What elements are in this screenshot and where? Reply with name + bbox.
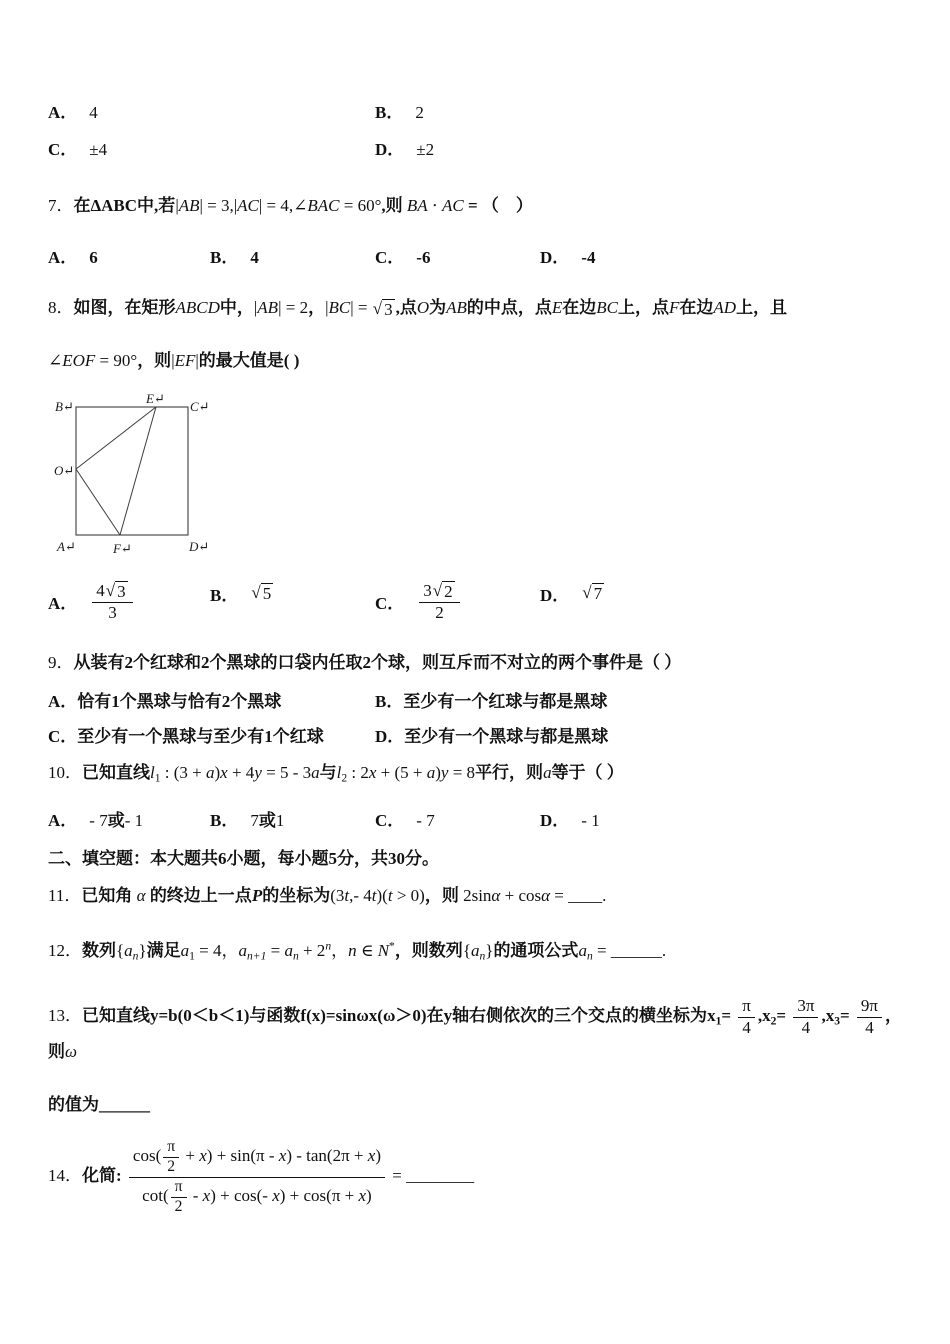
option-label: C． xyxy=(48,140,78,159)
question-13-text-line-1: 13．已知直线y=b(0＜b＜1)与函数f(x)=sinωx(ω＞0)在y轴右侧依次的三个交点的横坐标为$x_1=$ $\frac{\pi}{4}$ $,x_2=$ $\frac{3\pi}{4}$ $,x_3=$ $\frac{9\pi}{4}$ ，则ω xyxy=(48,996,902,1062)
option-label: D． xyxy=(540,585,570,605)
q8-option-a xyxy=(48,581,210,624)
option-value: ±2 xyxy=(416,140,435,159)
figure-label-D: D↵ xyxy=(189,538,210,554)
q7-option-b xyxy=(210,243,375,268)
figure-label-B: B↵ xyxy=(55,398,74,414)
option-label: A． xyxy=(48,810,78,830)
option-value: 4 xyxy=(89,103,98,122)
option-label: A． xyxy=(48,594,78,614)
option-label: C． xyxy=(375,248,405,268)
q10-option-c xyxy=(375,806,540,831)
figure-label-C: C↵ xyxy=(190,398,210,414)
q8-figure xyxy=(52,391,904,563)
option-value: -6 xyxy=(416,248,431,268)
q9-option-b xyxy=(375,687,904,712)
q10-option-d xyxy=(540,806,904,831)
option-text: D．至少有一个黑球与都是黑球 xyxy=(375,726,609,746)
q8-option-d xyxy=(540,581,904,606)
prev-option-d xyxy=(375,135,904,160)
option-value: ±4 xyxy=(89,140,108,159)
q8-option-b xyxy=(210,581,375,606)
option-label: A． xyxy=(48,248,78,268)
q7-options xyxy=(48,243,904,268)
question-10-text: 10．已知直线$l_1$ : (3 + a)x + 4y = 5 - 3a与$l_2$ : 2x + (5 + a)y = 8平行，则a等于（ ） xyxy=(48,762,624,785)
figure-label-E: E↵ xyxy=(146,390,165,406)
prev-option-a xyxy=(48,98,375,123)
q8-figure-svg xyxy=(52,391,242,563)
prev-option-b xyxy=(375,98,904,123)
q9-option-a xyxy=(48,687,375,712)
q9-options-row-2 xyxy=(48,722,904,747)
prev-question-options-row-1 xyxy=(48,98,904,123)
option-label: D． xyxy=(375,140,405,159)
q10-option-b xyxy=(210,806,375,831)
prev-question-options-row-2 xyxy=(48,135,904,160)
figure-line-OF xyxy=(76,469,120,535)
option-value: 6 xyxy=(89,248,98,268)
q7-option-c xyxy=(375,243,540,268)
option-value: 4 xyxy=(250,248,259,268)
option-label: D． xyxy=(540,810,570,830)
option-label: C． xyxy=(375,810,405,830)
q9-option-d xyxy=(375,722,904,747)
option-label: A． xyxy=(48,103,78,122)
question-9-text: 9．从装有2个红球和2个黑球的口袋内任取2个球，则互斥而不对立的两个事件是（ ） xyxy=(48,653,682,673)
question-7-text: 7．在ΔABC中,若|AB| = 3,|AC| = 4,∠BAC = 60°,则 BA ⋅ AC = （ ） xyxy=(48,196,533,215)
option-value: 4 √ 3 3 xyxy=(89,581,135,624)
figure-line-EF xyxy=(120,407,156,535)
question-14-text: 14．化简: cos( $\frac{\pi}{2}$ + x) + sin(π - x) - tan(2π + x) cot( $\frac{\pi}{2}$ - x) + cos(- x) + cos(π + x) = ________ xyxy=(48,1138,475,1215)
option-value: √ 5 xyxy=(251,583,272,604)
q10-option-a xyxy=(48,806,210,831)
option-label: B． xyxy=(210,585,239,605)
option-value: - 7 xyxy=(416,810,435,830)
q8-options xyxy=(48,581,904,624)
q9-option-c xyxy=(48,722,375,747)
prev-option-c xyxy=(48,135,375,160)
option-label: D． xyxy=(540,248,570,268)
question-11-text: 11．已知角 α 的终边上一点P的坐标为(3t,- 4t)(t > 0)，则 2sinα + cosα = ____. xyxy=(48,885,607,905)
figure-line-OE xyxy=(76,407,156,469)
option-text: B．至少有一个红球与都是黑球 xyxy=(375,691,608,711)
option-value: 3 √ 2 2 xyxy=(416,581,462,624)
option-label: B． xyxy=(210,810,239,830)
question-13-text-line-2: 的值为______ xyxy=(48,1095,150,1115)
option-text: A．恰有1个黑球与恰有2个黑球 xyxy=(48,691,282,711)
option-value: - 7或- 1 xyxy=(89,810,144,830)
question-8-text-line-1: 8．如图，在矩形ABCD中，|AB| = 2，|BC| = √ 3 ,点O为AB的中点，点E在边BC上，点F在边AD上，且 xyxy=(48,298,788,319)
question-8-text-line-2: ∠EOF = 90°，则|EF|的最大值是( ) xyxy=(48,351,300,371)
q10-options xyxy=(48,806,904,831)
q8-option-c xyxy=(375,581,540,624)
option-value: - 1 xyxy=(581,810,600,830)
option-value: 2 xyxy=(415,103,424,122)
option-value: -4 xyxy=(581,248,596,268)
q7-option-d xyxy=(540,243,904,268)
option-value: 7或1 xyxy=(250,810,285,830)
figure-label-A: A↵ xyxy=(57,538,76,554)
question-12-text: 12．数列$\{a_n\}$满足$a_1 = 4$，$a_{n+1} = a_n + 2^n$，n ∈ N*，则数列$\{a_n\}$的通项公式$a_n$ = ______. xyxy=(48,939,667,963)
option-text: C．至少有一个黑球与至少有1个红球 xyxy=(48,726,324,746)
q7-option-a xyxy=(48,243,210,268)
section-2-header: 二、填空题：本大题共6小题，每小题5分，共30分。 xyxy=(48,848,439,868)
option-label: B． xyxy=(210,248,239,268)
figure-label-F: F↵ xyxy=(113,540,132,556)
option-value: √ 7 xyxy=(582,583,603,604)
figure-label-O: O↵ xyxy=(54,462,75,478)
option-label: C． xyxy=(375,594,405,614)
q9-options-row-1 xyxy=(48,687,904,712)
option-label: B． xyxy=(375,103,404,122)
